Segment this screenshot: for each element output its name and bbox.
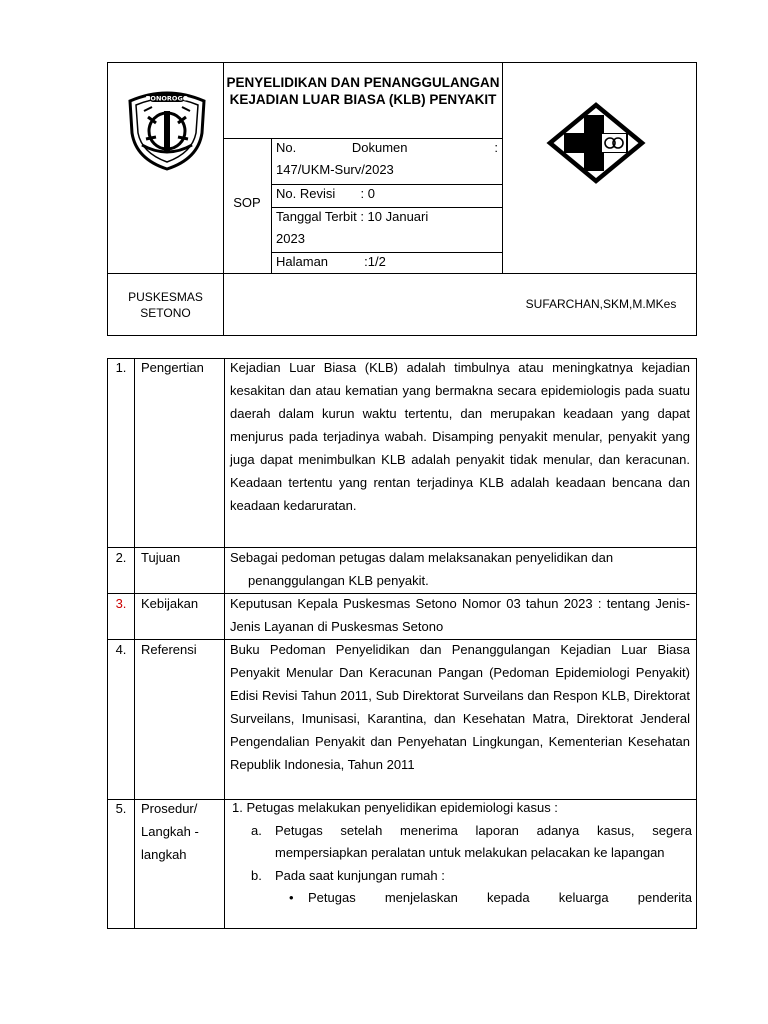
row-label-referensi: Referensi bbox=[141, 642, 197, 657]
step-1a-marker: a. bbox=[251, 822, 262, 838]
ponorogo-seal-logo bbox=[122, 83, 212, 173]
content-divider bbox=[134, 359, 135, 928]
doc-no-label: No. Dokumen bbox=[276, 140, 408, 155]
row-label-kebijakan: Kebijakan bbox=[141, 596, 199, 611]
label-line: langkah bbox=[141, 847, 187, 862]
page-number: Halaman :1/2 bbox=[276, 254, 386, 269]
step-1: 1. Petugas melakukan penyelidikan epidemiologi kasus : bbox=[232, 800, 558, 815]
org-line2: SETONO bbox=[140, 306, 191, 320]
step-1a-text: Petugas setelah menerima laporan adanya kasus, segera mempersiapkan peralatan untuk melakukan pelacakan ke lapangan bbox=[275, 822, 692, 860]
step-1b-marker: b. bbox=[251, 867, 262, 883]
document-number-label bbox=[276, 137, 498, 159]
step-1a bbox=[232, 820, 692, 865]
step-1b bbox=[232, 865, 692, 888]
row-label-tujuan: Tujuan bbox=[141, 550, 181, 565]
document-number-value: 147/UKM-Surv/2023 bbox=[276, 162, 394, 177]
logo-cell bbox=[502, 63, 696, 273]
signer-name: SUFARCHAN,SKM,M.MKes bbox=[525, 297, 677, 311]
header-divider bbox=[108, 273, 696, 274]
issue-date-line1: Tanggal Terbit : 10 Januari bbox=[276, 209, 429, 224]
row-label-prosedur bbox=[141, 797, 226, 866]
org-line1: PUSKESMAS bbox=[128, 290, 203, 304]
document-title: PENYELIDIKAN DAN PENANGGULANGAN KEJADIAN LUAR BIASA (KLB) PENYAKIT bbox=[226, 75, 500, 107]
puskesmas-logo bbox=[544, 101, 648, 185]
svg-text:PONOROGO: PONOROGO bbox=[145, 94, 189, 103]
bullet-icon: • bbox=[289, 890, 294, 905]
doc-no-separator: : bbox=[494, 140, 498, 155]
sop-content-table bbox=[107, 358, 697, 929]
row-number: 2. bbox=[115, 550, 127, 565]
sop-header-table bbox=[107, 62, 697, 336]
procedure-steps bbox=[232, 797, 692, 910]
organization-name bbox=[108, 289, 223, 321]
label-line: Langkah - bbox=[141, 824, 199, 839]
step-1b-text: Pada saat kunjungan rumah : bbox=[275, 867, 445, 883]
bullet-text: Petugas menjelaskan kepada keluarga penderita bbox=[308, 890, 692, 905]
row-text-pengertian: Kejadian Luar Biasa (KLB) adalah timbulnya atau meningkatnya kejadian kesakitan dan atau kematian yang bermakna secara epidemiologis pada suatu daerah dalam kurun waktu tertentu, dan merupakan keadaan yang dapat menjurus pada terjadinya wabah. Disamping penyakit menular, penyakit yang juga dapat menimbulkan KLB adalah penyakit tidak menular, dan keracunan. Keadaan tertentu yang rentan terjadinya KLB adalah keadaan bencana dan keadaan kedaruratan. bbox=[230, 360, 690, 513]
row-number: 5. bbox=[115, 801, 127, 816]
revision-number: No. Revisi : 0 bbox=[276, 186, 375, 201]
row-number: 3. bbox=[115, 596, 127, 611]
step-1b-bullet bbox=[232, 887, 692, 910]
sop-label: SOP bbox=[233, 195, 261, 210]
label-line: Prosedur/ bbox=[141, 801, 198, 816]
row-label-pengertian: Pengertian bbox=[141, 360, 204, 375]
issue-date-line2: 2023 bbox=[276, 231, 305, 246]
row-text-tujuan: Sebagai pedoman petugas dalam melaksanakan penyelidikan dan penanggulangan KLB penyakit. bbox=[230, 550, 614, 588]
row-text-kebijakan: Keputusan Kepala Puskesmas Setono Nomor 03 tahun 2023 : tentang Jenis-Jenis Layanan di Puskesmas Setono bbox=[230, 596, 690, 634]
row-text-referensi: Buku Pedoman Penyelidikan dan Penanggulangan Kejadian Luar Biasa Penyakit Menular Dan Keracunan Pangan (Pedoman Epidemiologi Penyakit) Edisi Revisi Tahun 2011, Sub Direktorat Surveilans dan Respon KLB, Direktorat Surveilans, Imunisasi, Karantina, dan Kesehatan Matra, Direktorat Jenderal Pengendalian Penyakit dan Penyehatan Lingkungan, Kementerian Kesehatan Republik Indonesia, Tahun 2011 bbox=[230, 642, 690, 772]
row-number: 1. bbox=[115, 360, 127, 375]
row-number: 4. bbox=[115, 642, 127, 657]
